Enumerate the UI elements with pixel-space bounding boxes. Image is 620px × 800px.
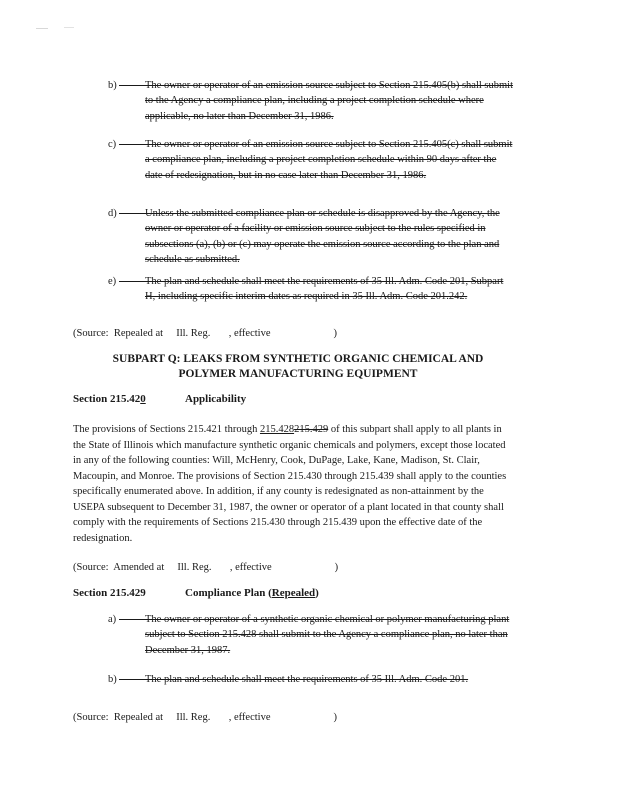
- item-label: e): [108, 276, 117, 287]
- source-note: (Source: Repealed at Ill. Reg. , effective ): [73, 712, 337, 723]
- item-label: b): [108, 674, 117, 685]
- inserted-text: 215.428: [259, 424, 295, 435]
- item-text: The plan and schedule shall meet the requirements of 35 Ill. Adm. Code 201.: [145, 674, 469, 685]
- section-title: Compliance Plan (Repealed): [185, 587, 319, 599]
- subpart-title-line: SUBPART Q: LEAKS FROM SYNTHETIC ORGANIC CHEMICAL AND: [112, 353, 484, 365]
- item-label: d): [108, 208, 117, 219]
- item-text: The plan and schedule shall meet the requirements of 35 Ill. Adm. Code 201, Subpart H, including specific interim dates as required in 35 Ill. Adm. Code 201.242.: [145, 276, 504, 303]
- list-item: [108, 274, 513, 305]
- item-dash: [119, 619, 147, 620]
- section-number: Section 215.420: [73, 393, 146, 405]
- item-text: The owner or operator of a synthetic organic chemical or polymer manufacturing plant subject to Section 215.428 shall submit to the Agency a compliance plan, no later than December 31, 1987.: [145, 614, 510, 656]
- deleted-text: 215.429: [294, 424, 329, 435]
- item-label: c): [108, 139, 117, 150]
- list-item: [108, 672, 513, 687]
- list-item: [108, 206, 513, 268]
- subpart-title-line: POLYMER MANUFACTURING EQUIPMENT: [178, 368, 418, 380]
- item-label: a): [108, 614, 117, 625]
- scan-mark: [36, 28, 48, 29]
- list-item: [108, 78, 513, 124]
- applicability-paragraph: The provisions of Sections 215.421 through 215.428215.429 of this subpart shall apply to all plants in the State of Illinois which manufacture synthetic organic chemicals and polymers, except those located in any of the following counties: Will, McHenry, Cook, DuPage, Lake, Kane, Madison, St. Clair, Macoupin, and Monroe. The provisions of Section 215.430 through 215.439 shall apply to the counties specifically enumerated above. In addition, if any county is redesignated as non-attainment by the USEPA subsequent to December 31, 1987, the owner or operator of a plant located in that county shall comply with the requirements of Sections 215.430 through 215.439 upon the effective date of the redesignation.: [73, 424, 507, 544]
- section-heading: [73, 587, 319, 599]
- subpart-title: [73, 352, 523, 382]
- list-item: [108, 137, 513, 183]
- item-label: b): [108, 80, 117, 91]
- item-dash: [119, 213, 147, 214]
- section-title: Applicability: [185, 393, 247, 405]
- item-text: The owner or operator of an emission source subject to Section 215.405(b) shall submit to the Agency a compliance plan, including a project completion schedule where applicable, no later than December 31, 1986.: [145, 80, 514, 122]
- item-dash: [119, 281, 147, 282]
- source-note: (Source: Amended at Ill. Reg. , effective ): [73, 562, 339, 573]
- section-heading: [73, 393, 246, 405]
- item-text: Unless the submitted compliance plan or schedule is disapproved by the Agency, the owner or operator of a facility or emission source subject to the rules specified in subsections (a), (b) or (c) may operate the emission source according to the plan and schedule as submitted.: [145, 208, 500, 266]
- item-text: The owner or operator of an emission source subject to Section 215.405(c) shall submit a compliance plan, including a project completion schedule within 90 days after the date of redesignation, but in no case later than December 31, 1986.: [145, 139, 513, 181]
- item-dash: [119, 85, 147, 86]
- item-dash: [119, 144, 147, 145]
- list-item: [108, 612, 513, 658]
- section-number: Section 215.429: [73, 587, 146, 599]
- scan-mark: [64, 27, 74, 28]
- item-dash: [119, 679, 147, 680]
- source-note: (Source: Repealed at Ill. Reg. , effective ): [73, 328, 337, 339]
